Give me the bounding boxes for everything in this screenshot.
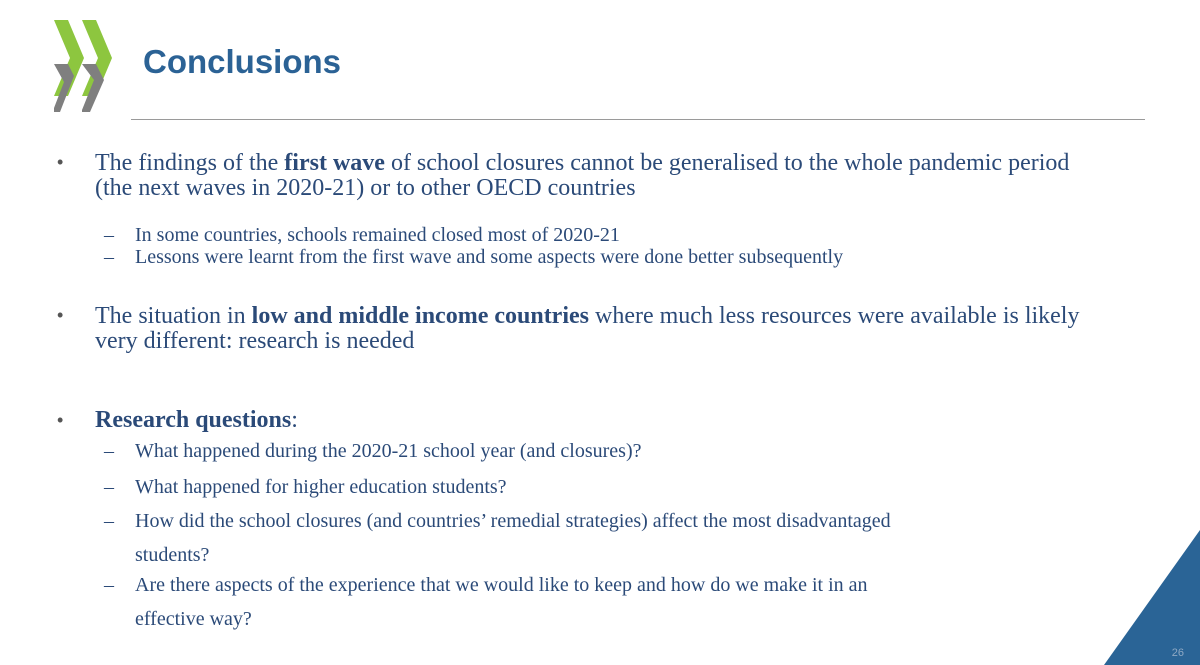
sub-item [104, 568, 1094, 636]
sub-item [104, 470, 1094, 504]
dash-marker: – [104, 246, 114, 268]
bullet-marker: • [57, 152, 64, 172]
bullet-first-wave [95, 151, 1095, 201]
oecd-chevrons-logo-icon [52, 18, 122, 114]
dash-marker: – [104, 574, 114, 596]
sub-item-continuation: effective way? [135, 608, 252, 630]
sub-item-text: What happened for higher education students? [135, 476, 507, 498]
sub-item-continuation: students? [135, 544, 210, 566]
sub-item-text: Lessons were learnt from the first wave and some aspects were done better subsequently [135, 246, 844, 268]
bullet-emphasis: first wave [284, 150, 385, 176]
bullet-emphasis: Research questions [95, 407, 292, 433]
bullet-marker: • [57, 410, 64, 430]
dash-marker: – [104, 510, 114, 532]
sub-item [104, 504, 1094, 572]
bullet-text: where much less resources were available is likely very different: research is needed [95, 303, 1080, 354]
bullet-text: of school closures cannot be generalised to the whole pandemic period (the next waves in 2020-21) or to other OECD countries [95, 150, 1070, 201]
bullet-research-questions [95, 408, 1095, 433]
page-number: 26 [1171, 647, 1184, 659]
bullet-text: : [291, 407, 298, 433]
corner-decoration-icon [1104, 530, 1200, 665]
sub-item-text: In some countries, schools remained closed most of 2020-21 [135, 224, 620, 246]
sub-item [104, 434, 1094, 468]
bullet-low-middle-income [95, 304, 1095, 354]
sub-item-text: What happened during the 2020-21 school year (and closures)? [135, 440, 642, 462]
bullet-text: The findings of the [95, 150, 285, 176]
sub-item-text: Are there aspects of the experience that we would like to keep and how do we make it in an [135, 574, 868, 596]
bullet-text: The situation in [95, 303, 252, 329]
bullet-emphasis: low and middle income countries [251, 303, 589, 329]
slide-title: Conclusions [143, 43, 342, 80]
sub-item-text: How did the school closures (and countries’ remedial strategies) affect the most disadvantaged [135, 510, 891, 532]
bullet-marker: • [57, 305, 64, 325]
sub-item [104, 224, 1104, 246]
sub-item [104, 246, 1104, 268]
dash-marker: – [104, 476, 114, 498]
title-divider [131, 119, 1145, 120]
dash-marker: – [104, 440, 114, 462]
dash-marker: – [104, 224, 114, 246]
